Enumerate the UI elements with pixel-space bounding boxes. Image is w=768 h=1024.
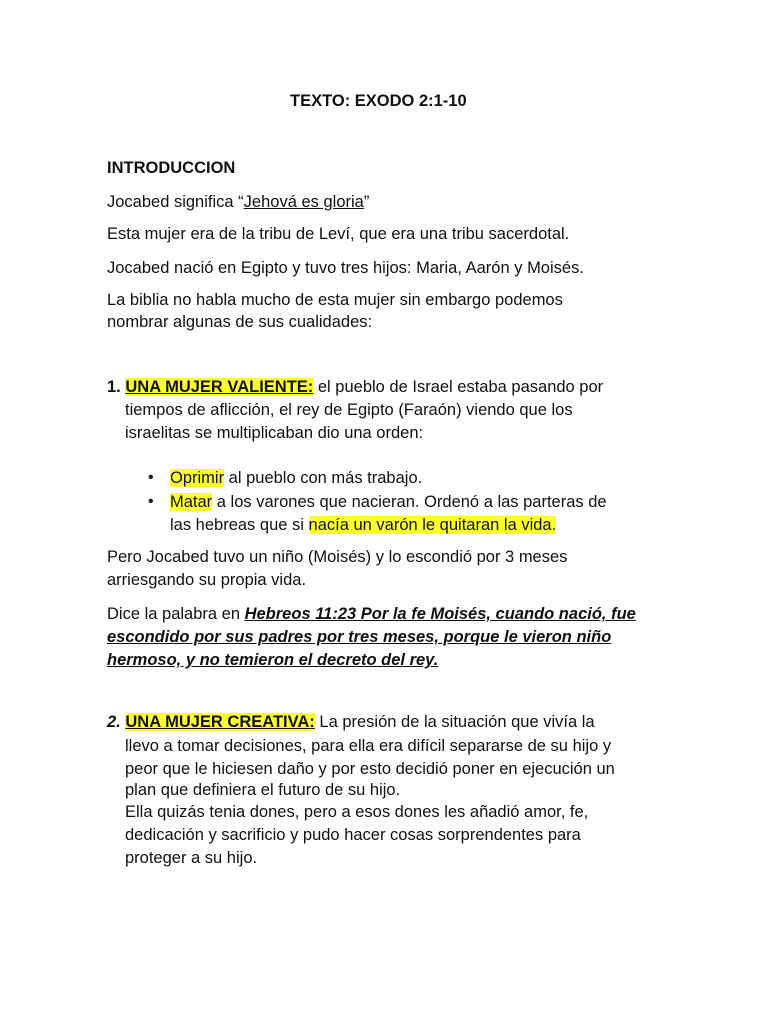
bullet-1-rest: al pueblo con más trabajo. bbox=[224, 469, 423, 487]
bullet-2-marker: • bbox=[148, 493, 154, 510]
point1-paragraph-2-pre: Dice la palabra en bbox=[107, 605, 245, 623]
point1-heading: UNA MUJER VALIENTE: bbox=[125, 378, 314, 396]
bullet-1-highlight: Oprimir bbox=[170, 469, 225, 487]
point2-heading: UNA MUJER CREATIVA: bbox=[125, 713, 315, 731]
intro-line-1-post: ” bbox=[363, 193, 370, 211]
point2-number: 2. bbox=[107, 713, 121, 731]
point1-line-1-rest: el pueblo de Israel estaba pasando por bbox=[313, 378, 604, 396]
document-title: TEXTO: EXODO 2:1-10 bbox=[290, 92, 467, 110]
intro-line-1 bbox=[107, 191, 369, 213]
intro-line-1-underlined: Jehová es gloria bbox=[243, 193, 364, 211]
bullet-1 bbox=[170, 467, 422, 489]
bullet-2-rest: a los varones que nacieran. Ordenó a las parteras de bbox=[212, 493, 607, 511]
bullet-2-line-2-pre: las hebreas que si bbox=[170, 516, 309, 534]
point2-line-1 bbox=[107, 711, 595, 733]
bullet-2-line-2 bbox=[170, 514, 556, 536]
point2-line-6: dedicación y sacrificio y pudo hacer cosas sorprendentes para bbox=[125, 826, 581, 844]
point2-line-7: proteger a su hijo. bbox=[125, 849, 258, 867]
point1-line-1 bbox=[107, 376, 603, 398]
point1-paragraph-1a: Pero Jocabed tuvo un niño (Moisés) y lo escondió por 3 meses bbox=[107, 548, 568, 566]
point2-line-3: peor que le hiciesen daño y por esto decidió poner en ejecución un bbox=[125, 760, 615, 778]
intro-line-2: Esta mujer era de la tribu de Leví, que era una tribu sacerdotal. bbox=[107, 225, 570, 243]
point1-number: 1. bbox=[107, 378, 121, 396]
point1-line-3: israelitas se multiplicaban dio una orden: bbox=[125, 424, 424, 442]
point1-paragraph-1b: arriesgando su propia vida. bbox=[107, 571, 307, 589]
point2-line-4: plan que definiera el futuro de su hijo. bbox=[125, 781, 401, 799]
bullet-1-marker: • bbox=[148, 469, 154, 486]
bullet-2-line-2-highlight: nacía un varón le quitaran la vida. bbox=[308, 516, 557, 534]
bible-quote-line-1: Hebreos 11:23 Por la fe Moisés, cuando nació, fue bbox=[244, 605, 636, 623]
bullet-2-highlight: Matar bbox=[170, 493, 213, 511]
point2-line-2: llevo a tomar decisiones, para ella era difícil separarse de su hijo y bbox=[125, 737, 612, 755]
intro-line-3: Jocabed nació en Egipto y tuvo tres hijos: Maria, Aarón y Moisés. bbox=[107, 259, 584, 277]
bible-quote-line-3: hermoso, y no temieron el decreto del rey. bbox=[107, 651, 439, 669]
point2-line-5: Ella quizás tenia dones, pero a esos dones les añadió amor, fe, bbox=[125, 803, 589, 821]
intro-line-4a: La biblia no habla mucho de esta mujer sin embargo podemos bbox=[107, 291, 563, 309]
intro-line-4b: nombrar algunas de sus cualidades: bbox=[107, 313, 373, 331]
point1-line-2: tiempos de aflicción, el rey de Egipto (Faraón) viendo que los bbox=[125, 401, 573, 419]
intro-heading: INTRODUCCION bbox=[107, 159, 236, 177]
point2-line-1-rest: La presión de la situación que vivía la bbox=[314, 713, 595, 731]
bible-quote-line-2: escondido por sus padres por tres meses, porque le vieron niño bbox=[107, 628, 612, 646]
intro-line-1-pre: Jocabed significa “ bbox=[107, 193, 244, 211]
point1-paragraph-2-line-1 bbox=[107, 603, 636, 625]
bullet-2 bbox=[170, 491, 607, 513]
